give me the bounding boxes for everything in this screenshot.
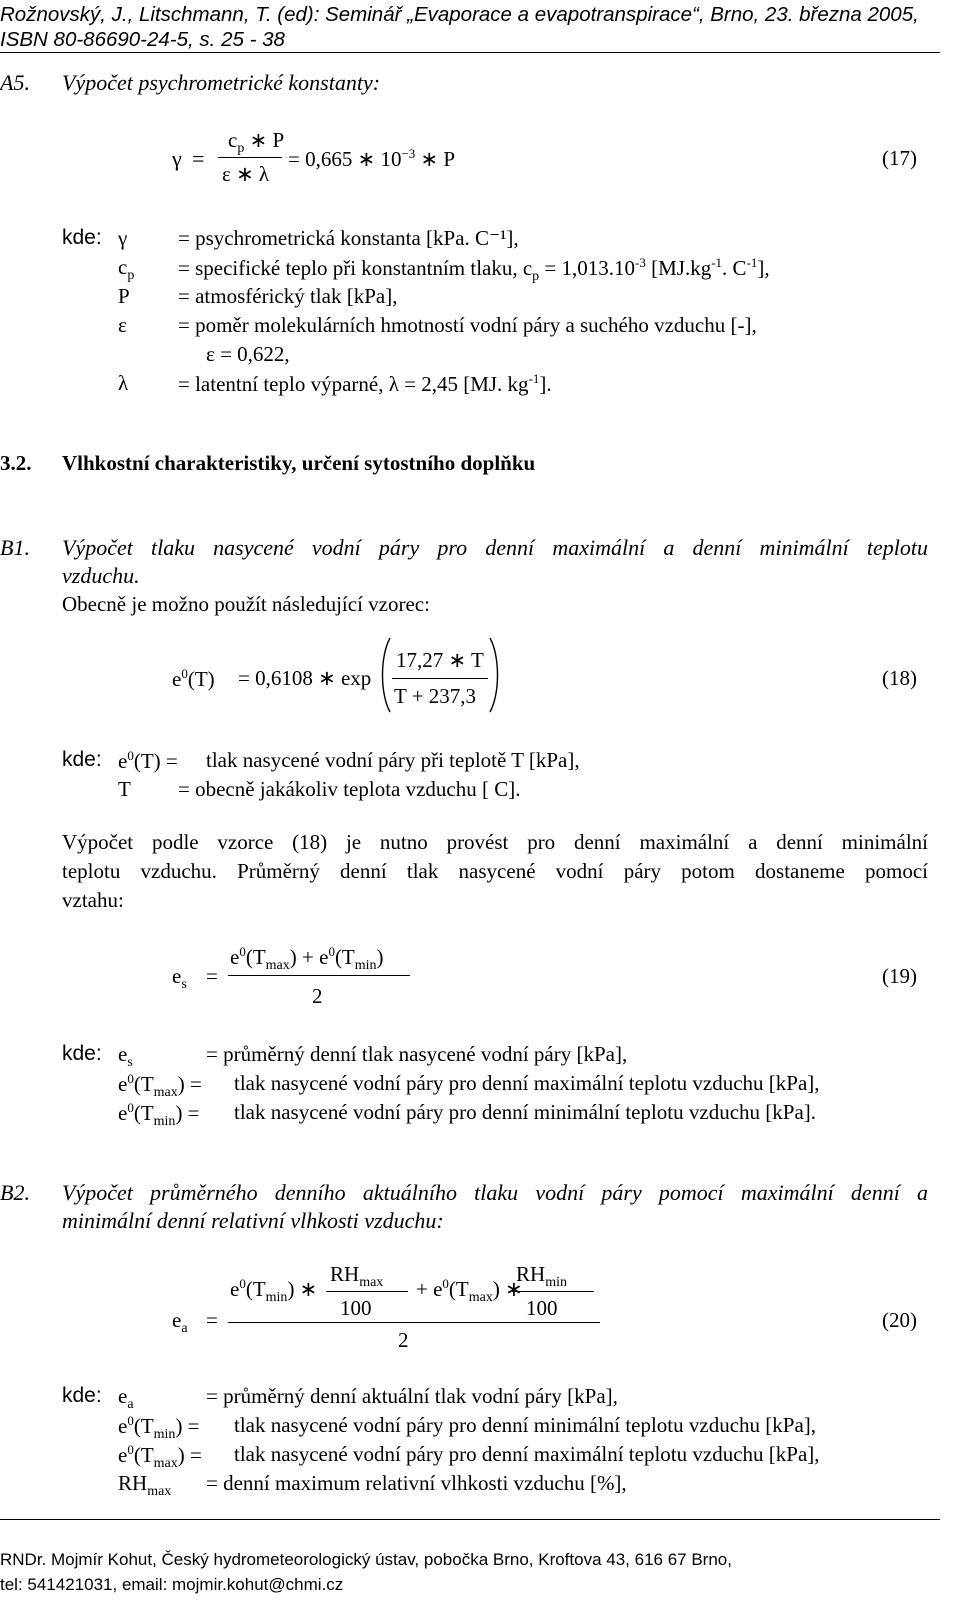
footer-line-2: tel: 541421031, email: mojmir.kohut@chmi.cz bbox=[0, 1575, 344, 1594]
eq19-number: (19) bbox=[882, 964, 917, 988]
eq17-den: ε ∗ λ bbox=[222, 162, 270, 186]
eq20-f1-den: 100 bbox=[340, 1296, 372, 1320]
b1-def-text-e0: tlak nasycené vodní páry při teplotě T [kPa], bbox=[206, 748, 580, 772]
eq19-fraction-bar bbox=[228, 975, 410, 976]
a5-def-text-epsilon: = poměr molekulárních hmotností vodní páry a suchého vzduchu [-], bbox=[178, 313, 757, 337]
eq19-eq: = bbox=[206, 964, 218, 988]
section-title: Vlhkostní charakteristiky, určení sytostního doplňku bbox=[62, 451, 536, 475]
b2-def-sym-tmax: $e^0(T_{max})$ = bbox=[118, 1442, 202, 1471]
a5-def-sym-cp: $c_p$ bbox=[118, 255, 135, 283]
b1-para-line-3: vztahu: bbox=[62, 888, 124, 912]
a5-def-sym-gamma: γ bbox=[118, 226, 128, 250]
eq19-def-text-tmin: tlak nasycené vodní páry pro denní minimální teplotu vzduchu [kPa]. bbox=[234, 1100, 817, 1124]
eq17-fraction-bar bbox=[218, 157, 282, 158]
eq20-f1-num: $RH_{max}$ bbox=[330, 1262, 384, 1290]
eq20-f2-bar bbox=[512, 1291, 594, 1292]
eq19-num: $e^0(T_{max}) + e^0(T_{min})$ bbox=[230, 944, 384, 973]
a5-def-prefix: kde: bbox=[62, 226, 102, 249]
b2-def-sym-ea: $e_a$ bbox=[118, 1384, 134, 1412]
page-header bbox=[0, 2, 960, 52]
right-paren-icon bbox=[486, 636, 504, 714]
eq20-f1-bar bbox=[326, 1291, 408, 1292]
b1-def-text-t: = obecně jakákoliv teplota vzduchu [ C]. bbox=[178, 777, 521, 801]
left-paren-icon bbox=[376, 636, 394, 714]
eq19-den: 2 bbox=[312, 984, 323, 1008]
eq18-number: (18) bbox=[882, 666, 917, 690]
eq20-f2-num: $RH_{min}$ bbox=[516, 1262, 567, 1290]
header-rule bbox=[0, 52, 940, 53]
header-line-1: Rožnovský, J., Litschmann, T. (ed): Seminář „Evaporace a evapotranspirace“, Brno, 23. března 2005, bbox=[0, 3, 919, 26]
eq18-den: T + 237,3 bbox=[394, 684, 477, 708]
a5-def-epsilon-value: ε = 0,622, bbox=[206, 342, 290, 366]
b2-def-prefix: kde: bbox=[62, 1384, 102, 1407]
eq18-fraction-bar bbox=[392, 678, 488, 679]
b1-intro: Obecně je možno použít následující vzorec: bbox=[62, 592, 430, 616]
b1-title-line-1: Výpočet tlaku nasycené vodní páry pro denní maximální a denní minimální teplotu bbox=[62, 535, 928, 560]
eq20-main-bar bbox=[228, 1322, 600, 1323]
eq19-def-text-es: = průměrný denní tlak nasycené vodní páry [kPa], bbox=[206, 1042, 628, 1066]
b1-label: B1. bbox=[0, 535, 30, 560]
eq20-eq: = bbox=[206, 1308, 218, 1332]
eq17-lhs: γ bbox=[172, 146, 182, 171]
eq19-lhs: $e_s$ bbox=[172, 964, 187, 992]
b1-para-line-1: Výpočet podle vzorce (18) je nutno provést pro denní maximální a denní minimální bbox=[62, 830, 928, 854]
a5-def-text-lambda: = latentní teplo výparné, λ = 2,45 [MJ. $kg^{-1}$]. bbox=[178, 371, 552, 396]
eq20-den: 2 bbox=[398, 1328, 409, 1352]
a5-def-text-p: = atmosférický tlak [kPa], bbox=[178, 284, 398, 308]
header-line-2: ISBN 80-86690-24-5, s. 25 - 38 bbox=[0, 28, 285, 51]
eq17-eq: = bbox=[192, 146, 205, 171]
eq17-mid: = 0,665 ∗ $10^{-3}$ ∗ P bbox=[288, 146, 456, 171]
a5-def-text-cp: = specifické teplo při konstantním tlaku, $c_p = 1,013.10^{-3}$ [$MJ.kg^{-1}$. $C^{-1}$], bbox=[178, 255, 770, 284]
b1-para-line-2: teplotu vzduchu. Průměrný denní tlak nasycené vodní páry potom dostaneme pomocí bbox=[62, 859, 928, 883]
b1-def-prefix: kde: bbox=[62, 748, 102, 771]
eq19-def-prefix: kde: bbox=[62, 1042, 102, 1065]
b2-label: B2. bbox=[0, 1180, 30, 1205]
b1-title-line-2: vzduchu. bbox=[62, 563, 140, 588]
b2-title-line-1: Výpočet průměrného denního aktuálního tlaku vodní páry pomocí maximální denní a bbox=[62, 1180, 928, 1205]
section-number: 3.2. bbox=[0, 451, 32, 475]
b1-def-sym-e0: $e^0(T)$ = bbox=[118, 748, 178, 773]
b2-def-text-ea: = průměrný denní aktuální tlak vodní páry [kPa], bbox=[206, 1384, 618, 1408]
b2-def-text-tmax: tlak nasycené vodní páry pro denní maximální teplotu vzduchu [kPa], bbox=[234, 1442, 820, 1466]
a5-title: Výpočet psychrometrické konstanty: bbox=[62, 70, 381, 95]
b2-def-sym-rhmax: $RH_{max}$ bbox=[118, 1471, 172, 1499]
a5-def-text-gamma: = psychrometrická konstanta [kPa. C⁻¹], bbox=[178, 226, 519, 250]
footer-rule bbox=[0, 1519, 940, 1520]
eq18-eq: = 0,6108 ∗ exp bbox=[238, 666, 372, 690]
eq20-term1: $e^0(T_{min})$ ∗ bbox=[230, 1276, 318, 1305]
eq19-def-sym-tmin: $e^0(T_{min})$ = bbox=[118, 1100, 200, 1129]
eq20-term2: + $e^0(T_{max})$ ∗ bbox=[416, 1276, 523, 1305]
b2-def-sym-tmin: $e^0(T_{min})$ = bbox=[118, 1413, 200, 1442]
eq19-def-text-tmax: tlak nasycené vodní páry pro denní maximální teplotu vzduchu [kPa], bbox=[234, 1071, 820, 1095]
b1-def-sym-t: T bbox=[118, 777, 131, 801]
a5-def-sym-lambda: λ bbox=[118, 371, 129, 395]
a5-def-sym-p: P bbox=[118, 284, 130, 308]
eq17-number: (17) bbox=[882, 146, 917, 170]
a5-def-sym-epsilon: ε bbox=[118, 313, 127, 337]
b2-def-text-rhmax: = denní maximum relativní vlhkosti vzduchu [%], bbox=[206, 1471, 627, 1495]
eq20-lhs: $e_a$ bbox=[172, 1308, 188, 1336]
eq19-def-sym-tmax: $e^0(T_{max})$ = bbox=[118, 1071, 202, 1100]
eq20-number: (20) bbox=[882, 1308, 917, 1332]
a5-label: A5. bbox=[0, 70, 30, 95]
eq17-num: $c_p$ ∗ P bbox=[228, 128, 285, 156]
eq18-num: 17,27 ∗ T bbox=[396, 648, 484, 672]
b2-title-line-2: minimální denní relativní vlhkosti vzduchu: bbox=[62, 1208, 444, 1233]
footer-line-1: RNDr. Mojmír Kohut, Český hydrometeorologický ústav, pobočka Brno, Kroftova 43, 616 67 Brno, bbox=[0, 1550, 732, 1569]
eq19-def-sym-es: $e_s$ bbox=[118, 1042, 133, 1070]
b2-def-text-tmin: tlak nasycené vodní páry pro denní minimální teplotu vzduchu [kPa], bbox=[234, 1413, 817, 1437]
eq18-lhs: $e^0(T)$ bbox=[172, 666, 215, 691]
eq20-f2-den: 100 bbox=[526, 1296, 558, 1320]
